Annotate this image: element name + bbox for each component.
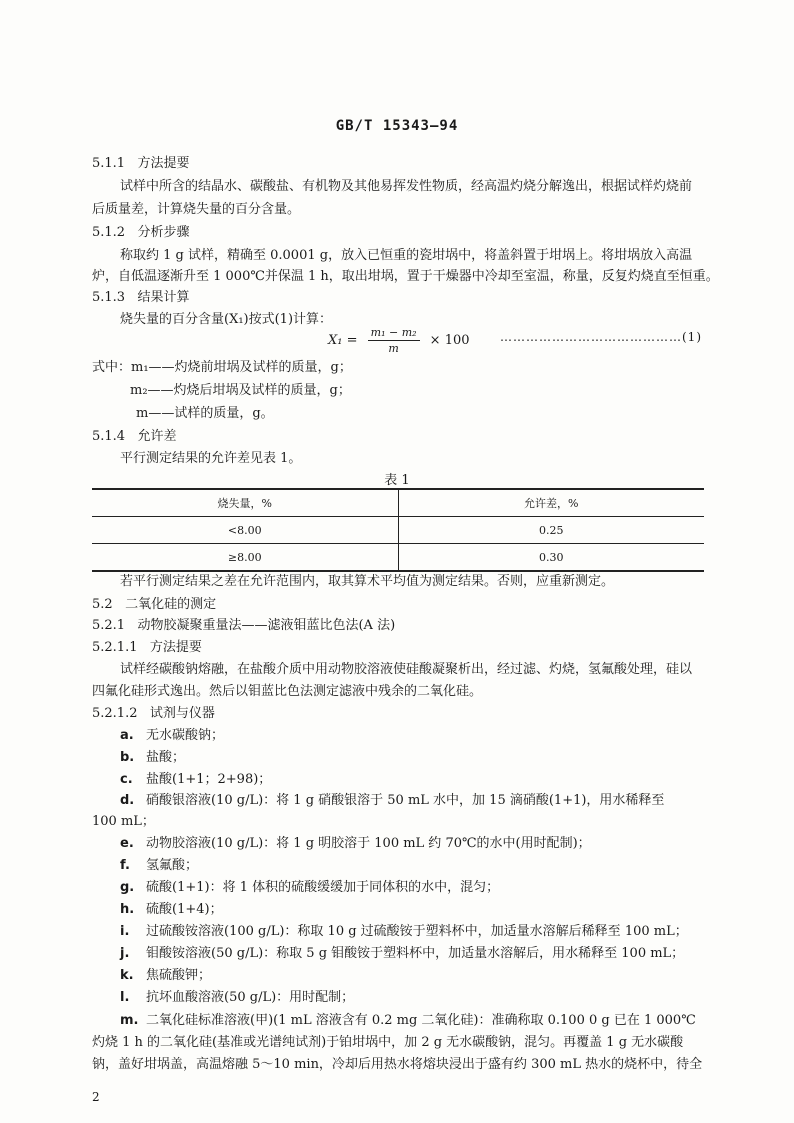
list-key: j. xyxy=(120,946,130,961)
list-text: 无水碳酸钠； xyxy=(146,728,225,743)
list-key: f. xyxy=(120,858,130,873)
table-header-cell: 允许差，% xyxy=(524,497,579,510)
list-item xyxy=(120,746,185,765)
section-number: 5.1.2 xyxy=(92,225,126,240)
list-text: 氢氟酸； xyxy=(146,858,199,873)
section-number: 5.2.1 xyxy=(92,618,126,633)
list-item xyxy=(120,920,688,939)
list-item xyxy=(120,768,271,787)
paragraph-line: 四氟化硅形式逸出。然后以钼蓝比色法测定滤液中残余的二氧化硅。 xyxy=(92,684,483,699)
list-item xyxy=(120,898,223,917)
paragraph-line: 若平行测定结果之差在允许范围内，取其算术平均值为测定结果。否则，应重新测定。 xyxy=(120,574,615,589)
section-title: 试剂与仪器 xyxy=(149,706,215,721)
list-text: 盐酸(1+1；2+98)； xyxy=(146,772,272,787)
table-header-row xyxy=(92,489,704,517)
list-item xyxy=(120,942,684,961)
section-5-2-1-2-heading xyxy=(92,702,215,721)
paragraph-line: 试样中所含的结晶水、碳酸盐、有机物及其他易挥发性物质，经高温灼烧分解逸出，根据试样灼烧前 xyxy=(120,179,693,194)
table-cell: ≥8.00 xyxy=(92,544,398,572)
list-key: i. xyxy=(120,924,130,939)
list-text: 硫酸(1+1)：将 1 体积的硫酸缓缓加于同体积的水中，混匀； xyxy=(146,880,500,895)
variable-definition: m——试样的质量，g。 xyxy=(136,406,274,421)
section-title: 允许差 xyxy=(137,429,177,444)
section-title: 二氧化硅的测定 xyxy=(125,597,217,612)
formula-numerator: m₁ − m₂ xyxy=(368,326,420,341)
section-title: 分析步骤 xyxy=(137,225,190,240)
list-key: a. xyxy=(120,728,134,743)
paragraph-line: 后质量差，计算烧失量的百分含量。 xyxy=(92,202,301,217)
table-header-cell: 烧失量，% xyxy=(92,489,398,517)
list-text: 盐酸； xyxy=(146,750,186,765)
section-title: 结果计算 xyxy=(137,290,190,305)
section-number: 5.2 xyxy=(92,597,113,612)
formula-lhs: X₁ = xyxy=(328,333,358,348)
list-text: 二氧化硅标准溶液(甲)(1 mL 溶液含有 0.2 mg 二氧化硅)：准确称取 0.100 0 g 已在 1 000℃ xyxy=(146,1013,696,1028)
list-key: d. xyxy=(120,793,135,808)
list-item xyxy=(120,876,499,895)
section-number: 5.2.1.1 xyxy=(92,640,138,655)
list-key: e. xyxy=(120,836,134,851)
section-5-1-2-heading xyxy=(92,221,190,240)
section-number: 5.2.1.2 xyxy=(92,706,138,721)
section-5-2-1-heading xyxy=(92,614,395,633)
paragraph-line: 烧失量的百分含量(X₁)按式(1)计算： xyxy=(120,312,333,327)
paragraph-line: 试样经碳酸钠熔融，在盐酸介质中用动物胶溶液使硅酸凝聚析出，经过滤、灼烧，氢氟酸处理，硅以 xyxy=(120,662,693,677)
page-number: 2 xyxy=(92,1090,100,1104)
list-key: c. xyxy=(120,772,133,787)
table-row xyxy=(92,544,704,572)
variable-definition: m₂——灼烧后坩埚及试样的质量，g； xyxy=(130,383,351,398)
list-text: 动物胶溶液(10 g/L)：将 1 g 明胶溶于 100 mL 约 70℃的水中(用时配制)； xyxy=(146,836,591,851)
table-caption: 表 1 xyxy=(384,473,410,488)
section-5-1-4-heading xyxy=(92,425,177,444)
formula-rhs: × 100 xyxy=(429,333,470,348)
paragraph-line: 炉，自低温逐渐升至 1 000℃并保温 1 h，取出坩埚，置于干燥器中冷却至室温，称量，反复灼烧直至恒重。 xyxy=(92,269,719,284)
section-number: 5.1.3 xyxy=(92,290,126,305)
standard-header: GB/T 15343—94 xyxy=(335,118,459,134)
tolerance-table xyxy=(92,488,704,572)
list-text: 焦硫酸钾； xyxy=(146,968,212,983)
section-title: 方法提要 xyxy=(137,156,190,171)
section-5-1-1-heading xyxy=(92,152,190,171)
paragraph-line: 称取约 1 g 试样，精确至 0.0001 g，放入已恒重的瓷坩埚中，将盖斜置于坩埚上。将坩埚放入高温 xyxy=(120,248,693,263)
list-text: 过硫酸铵溶液(100 g/L)：称取 10 g 过硫酸铵于塑料杯中，加适量水溶解后稀释至 100 mL； xyxy=(146,924,688,939)
section-5-1-3-heading xyxy=(92,286,190,305)
list-key: m. xyxy=(120,1013,139,1028)
section-5-2-heading xyxy=(92,593,216,612)
loss-on-ignition-formula xyxy=(328,326,470,355)
list-item xyxy=(120,1009,696,1028)
list-item xyxy=(120,986,354,1005)
list-item xyxy=(120,789,664,808)
list-item xyxy=(120,724,224,743)
table-row xyxy=(92,517,704,544)
section-title: 动物胶凝聚重量法——滤液钼蓝比色法(A 法) xyxy=(137,618,396,633)
variable-definition: 式中：m₁——灼烧前坩埚及试样的质量，g； xyxy=(92,360,352,375)
list-text: 硝酸银溶液(10 g/L)：将 1 g 硝酸银溶于 50 mL 水中，加 15 滴硝酸(1+1)，用水稀释至 xyxy=(146,793,665,808)
formula-fraction xyxy=(368,326,420,355)
list-key: b. xyxy=(120,750,135,765)
list-item-continuation: 钠，盖好坩埚盖，高温熔融 5～10 min，冷却后用热水将熔块浸出于盛有约 300 mL 热水的烧杯中，待全 xyxy=(92,1057,703,1072)
table-cell: 0.25 xyxy=(539,523,564,537)
list-item xyxy=(120,854,198,873)
list-text: 抗坏血酸溶液(50 g/L)：用时配制； xyxy=(146,990,355,1005)
list-key: k. xyxy=(120,968,134,983)
section-number: 5.1.4 xyxy=(92,429,126,444)
list-item-continuation: 灼烧 1 h 的二氧化硅(基准或光谱纯试剂)于铂坩埚中，加 2 g 无水碳酸钠，混匀。再覆盖 1 g 无水碳酸 xyxy=(92,1035,684,1050)
list-key: g. xyxy=(120,880,135,895)
paragraph-line: 平行测定结果的允许差见表 1。 xyxy=(120,451,302,466)
list-text: 钼酸铵溶液(50 g/L)：称取 5 g 钼酸铵于塑料杯中，加适量水溶解后，用水稀释至 100 mL； xyxy=(146,946,685,961)
list-key: h. xyxy=(120,902,135,917)
list-item-continuation: 100 mL； xyxy=(92,814,155,829)
section-number: 5.1.1 xyxy=(92,156,126,171)
list-item xyxy=(120,832,591,851)
list-key: l. xyxy=(120,990,130,1005)
equation-number: ……………………………………(1) xyxy=(500,330,702,344)
formula-denominator: m xyxy=(388,342,399,355)
table-cell: <8.00 xyxy=(92,517,398,544)
list-text: 硫酸(1+4)； xyxy=(146,902,223,917)
table-cell: 0.30 xyxy=(539,550,564,564)
section-title: 方法提要 xyxy=(149,640,202,655)
section-5-2-1-1-heading xyxy=(92,636,202,655)
list-item xyxy=(120,964,211,983)
